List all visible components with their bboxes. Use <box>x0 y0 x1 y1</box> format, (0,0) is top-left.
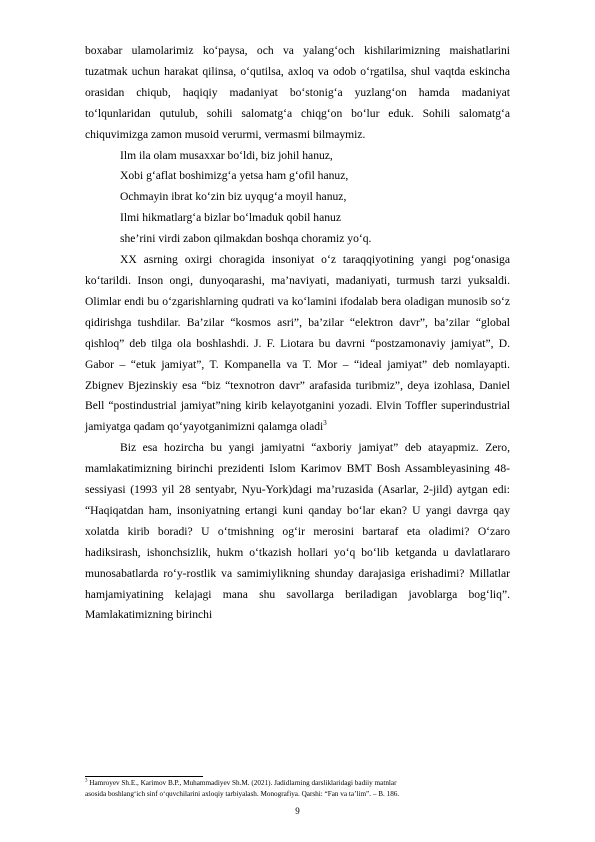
footnote-line-1: Hamroyev Sh.E., Karimov B.P., Muhammadiyev Sh.M. (2021). Jadidlarning darsliklaridagi badiiy matnlar <box>87 779 397 787</box>
page-number: 9 <box>295 806 300 816</box>
paragraph-3: Biz esa hozircha bu yangi jamiyatni “axboriy jamiyat” deb atayapmiz. Zero, mamlakatimizning birinchi prezidenti Islom Karimov BMT Bosh Assambleyasining 48-sessiyasi (1993 yil 28 sentyabr, Nyu-York)dagi ma’ruzasida (Asarlar, 2-jild) aytgan edi: “Haqiqatdan ham, insoniyatning ertangi kuni qanday bo‘lar ekan? U yangi davrga qay xolatda kirib boradi? U o‘tmishning og‘ir merosini bartaraf eta oladimi? O‘zaro hadiksirash, ishonchsizlik, hukm o‘tkazish hollari yo‘q bo‘lib ketganda u davlatlararo munosabatlarda ro‘y-rostlik va samimiylikning shunday darajasiga erishadimi? Millatlar hamjamiyatining kelajagi mana shu savollarga beriladigan javoblarga bog‘liq”. Mamlakatimizning birinchi <box>85 441 510 622</box>
verse-line-5: she’rini virdi zabon qilmakdan boshqa choramiz yo‘q. <box>120 232 372 246</box>
verse-line-3: Ochmayin ibrat ko‘zin biz uyqug‘a moyil hanuz, <box>120 190 347 204</box>
page-body <box>85 41 510 626</box>
paragraph-1: boxabar ulamolarimiz ko‘paysa, och va yalang‘och kishilarimizning maishatlarini tuzatmak uchun harakat qilinsa, o‘qutilsa, axloq va odob o‘rgatilsa, shul vaqtda eskincha orasidan chiqub, haqiqiy madaniyat bo‘stonig‘a yuzlang‘on hamda madaniyat to‘lqunlaridan qutulub, sohili salomatg‘a chiqg‘on bo‘lur eduk. Sohili salomatg‘a chiquvimizga zamon musoid verurmi, vermasmi bilmaymiz. <box>85 44 510 141</box>
footnote-divider <box>85 776 203 777</box>
verse-line-1: Ilm ila olam musaxxar bo‘ldi, biz johil hanuz, <box>120 148 333 162</box>
paragraph-2 <box>85 250 510 438</box>
footnote-line-2: asosida boshlang‘ich sinf o‘quvchilarini axloqiy tarbiyalash. Monografiya. Qarshi: “Fan va ta’lim”. – B. 186. <box>85 789 400 798</box>
footnote-reference[interactable]: 3 <box>323 419 327 428</box>
footnote <box>85 778 515 799</box>
verse-line-2: Xobi g‘aflat boshimizg‘a yetsa ham g‘ofil hanuz, <box>120 169 349 183</box>
verse-line-4: Ilmi hikmatlarg‘a bizlar bo‘lmaduk qobil hanuz <box>120 211 341 225</box>
footnote-marker: 3 <box>85 778 88 784</box>
verse-block <box>85 146 510 251</box>
paragraph-2-text: XX asrning oxirgi choragida insoniyat o‘z taraqqiyotining yangi pog‘onasiga ko‘tarildi. Inson ongi, dunyoqarashi, ma’naviyati, madaniyati, turmush tarzi yuksaldi. Olimlar endi bu o‘zgarishlarning qudrati va ko‘lamini ifodalab bera oladigan munosib so‘z qidirishga tushdilar. Ba’zilar “kosmos asri”, ba’zilar “elektron davr”, ba’zilar “global qishloq” deb tilga ola boshlashdi. J. F. Liotara bu davrni “postzamonaviy jamiyat”, D. Gabor – “etuk jamiyat”, T. Kompanella va T. Mor – “ideal jamiyat” deb nomlayapti. Zbignev Bjezinskiy esa “biz “texnotron davr” arafasida turibmiz”, deya izohlasa, Daniel Bell “postindustrial jamiyat”ning kirib kelayotganini yozadi. Elvin Toffler superindustrial jamiyatga qadam qo‘yayotganimizni qalamga oladi <box>85 253 510 434</box>
